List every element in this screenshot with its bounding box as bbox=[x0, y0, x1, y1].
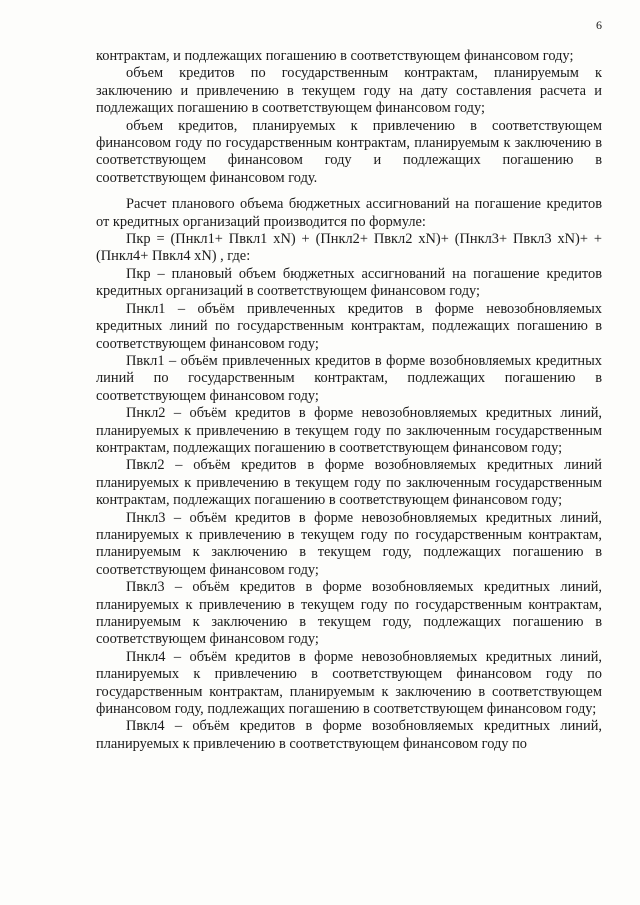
definition-pvkl4: Пвкл4 – объём кредитов в форме возобновляемых кредитных линий, планируемых к привлечению в соответствующем финансовом году по bbox=[96, 718, 602, 752]
formula: Пкр = (Пнкл1+ Пвкл1 хN) + (Пнкл2+ Пвкл2 хN)+ (Пнкл3+ Пвкл3 хN)+ +(Пнкл4+ Пвкл4 хN) , где: bbox=[96, 231, 602, 265]
definition-pnkl4: Пнкл4 – объём кредитов в форме невозобновляемых кредитных линий, планируемых к привлечению в соответствующем финансовом году по государственным контрактам, планируемым к заключению в соответствующем финансовом году, подлежащих погашению в соответствующем финансовом году; bbox=[96, 648, 602, 718]
paragraph-credit-volume-financial-year: объем кредитов, планируемых к привлечению в соответствующем финансовом году по государственным контрактам, планируемым к заключению в соответствующем финансовом году и подлежащих погашению в соответствующем финансовом году. bbox=[96, 117, 602, 186]
paragraph-continuation: контрактам, и подлежащих погашению в соответствующем финансовом году; bbox=[96, 48, 574, 64]
definition-pvkl1: Пвкл1 – объём привлеченных кредитов в форме возобновляемых кредитных линий по государственным контрактам, подлежащих погашению в соответствующем финансовом году; bbox=[96, 352, 602, 404]
definition-pkr: Пкр – плановый объем бюджетных ассигнований на погашение кредитов кредитных организаций в соответствующем финансовом году; bbox=[96, 265, 602, 300]
definition-pnkl1: Пнкл1 – объём привлеченных кредитов в форме невозобновляемых кредитных линий по государственным контрактам, подлежащих погашению в соответствующем финансовом году; bbox=[96, 300, 602, 352]
definition-pvkl2: Пвкл2 – объём кредитов в форме возобновляемых кредитных линий планируемых к привлечению в текущем году по заключенным государственным контрактам, подлежащих погашению в соответствующем финансовом году; bbox=[96, 457, 602, 509]
definition-pnkl3: Пнкл3 – объём кредитов в форме невозобновляемых кредитных линий, планируемых к привлечению в текущем году по государственным контрактам, планируемым к заключению в текущем году, подлежащих погашению в соответствующем финансовом году; bbox=[96, 509, 602, 578]
definition-pnkl2: Пнкл2 – объём кредитов в форме невозобновляемых кредитных линий, планируемых к привлечению в текущем году по заключенным государственным контрактам, подлежащих погашению в соответствующем финансовом году; bbox=[96, 405, 602, 456]
definition-pvkl3: Пвкл3 – объём кредитов в форме возобновляемых кредитных линий, планируемых к привлечению в текущем году по государственным контрактам, планируемым к заключению в текущем году, подлежащих погашению в соответствующем финансовом году; bbox=[96, 579, 602, 648]
page-number: 6 bbox=[596, 18, 602, 32]
paragraph-calculation-intro: Расчет планового объема бюджетных ассигнований на погашение кредитов от кредитных организаций производится по формуле: bbox=[96, 196, 602, 230]
paragraph-credit-volume-current-year: объем кредитов по государственным контрактам, планируемым к заключению и привлечению в текущем году на дату составления расчета и подлежащих погашению в соответствующем финансовом году; bbox=[96, 65, 602, 117]
